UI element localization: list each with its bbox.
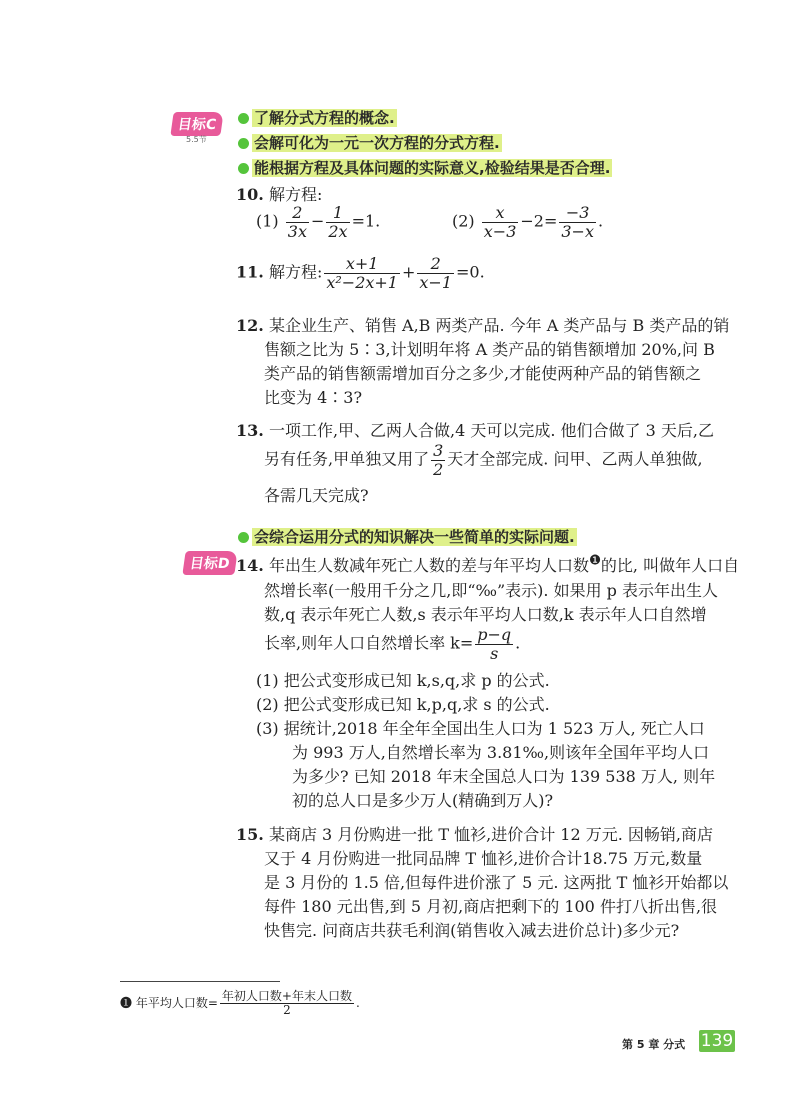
problem-15-line-1: 15. 某商店 3 月份购进一批 T 恤衫,进价合计 12 万元. 因畅销,商店 (236, 825, 714, 844)
problem-12-line-3: 类产品的销售额需增加百分之多少,才能使两种产品的销售额之 (264, 364, 702, 383)
goal-c-badge: 目标C (170, 112, 224, 136)
problem-11: 11. 解方程: $\frac{x+1}{\text{x²−2x+1}}$ + $\frac{2}{x-1}$ =0. (236, 254, 485, 292)
problem-10-sub-1: (1) $\frac{2}{3x}$ − $\frac{1}{2x}$ =1. (256, 203, 381, 241)
footnote-rule (120, 981, 280, 982)
problem-14-line-3: 数,q 表示年死亡人数,s 表示年平均人口数,k 表示年人口自然增 (264, 605, 707, 624)
problem-14-line-1: 14. 年出生人数减年死亡人数的差与年平均人口数$^❶$的比, 叫做年人口自 (236, 553, 740, 575)
problem-14-sub-3-line-3: 为多少? 已知 2018 年末全国总人口为 139 538 万人, 则年 (292, 767, 716, 786)
goal-d-badge: 目标D (182, 551, 237, 575)
problem-10: 10. 解方程: (236, 185, 323, 204)
problem-15-line-3: 是 3 月份的 1.5 倍,但每件进价涨了 5 元. 这两批 T 恤衫开始都以 (264, 873, 729, 892)
problem-10-sub-2: (2) $\frac{x}{x-3}$ −2= $\frac{-3}{3-x}$ . (452, 203, 604, 241)
problem-13-line-1: 13. 一项工作,甲、乙两人合做,4 天可以完成. 他们合做了 3 天后,乙 (236, 421, 714, 440)
problem-14-sub-3-line-2: 为 993 万人,自然增长率为 3.81‰,则该年全国年平均人口 (292, 743, 710, 762)
page-number: 139 (700, 1031, 734, 1051)
problem-13-line-3: 各需几天完成? (264, 486, 369, 505)
problem-12-line-4: 比变为 4∶3? (264, 388, 363, 407)
goal-c-item-2: 会解可化为一元一次方程的分式方程. (238, 132, 502, 153)
problem-14-sub-3-line-4: 初的总人口是多少万人(精确到万人)? (292, 791, 554, 810)
problem-14-sub-1: (1) 把公式变形成已知 k,s,q,求 p 的公式. (256, 671, 550, 690)
problem-13-line-2: 另有任务,甲单独又用了 $\frac{3}{2}$ 天才全部完成. 问甲、乙两人单独做, (264, 441, 703, 479)
problem-14-line-4: 长率,则年人口自然增长率 k= $\frac{p-q}{s}$ . (264, 625, 521, 663)
bullet-icon (238, 532, 249, 543)
bullet-icon (238, 138, 249, 149)
goal-d-item-1: 会综合运用分式的知识解决一些简单的实际问题. (238, 526, 577, 547)
problem-15-line-2: 又于 4 月份购进一批同品牌 T 恤衫,进价合计18.75 万元,数量 (264, 849, 703, 868)
footnote-marker: ❶ (588, 553, 601, 569)
footnote: ❶ 年平均人口数= $\frac{\text{年初人口数+年末人口数}}{2}$ . (120, 989, 360, 1018)
chapter-label: 第 5 章 分式 (622, 1038, 686, 1051)
bullet-icon (238, 163, 249, 174)
goal-c-section: 5.5节 (186, 135, 207, 144)
problem-14-sub-3-line-1: (3) 据统计,2018 年全年全国出生人口为 1 523 万人, 死亡人口 (256, 719, 705, 738)
goal-c-item-3: 能根据方程及具体问题的实际意义,检验结果是否合理. (238, 157, 612, 178)
goal-c-item-1: 了解分式方程的概念. (238, 107, 397, 128)
bullet-icon (238, 113, 249, 124)
problem-14-sub-2: (2) 把公式变形成已知 k,p,q,求 s 的公式. (256, 695, 550, 714)
problem-15-line-5: 快售完. 问商店共获毛利润(销售收入减去进价总计)多少元? (264, 921, 680, 940)
problem-12-line-1: 12. 某企业生产、销售 A,B 两类产品. 今年 A 类产品与 B 类产品的销 (236, 316, 730, 335)
problem-15-line-4: 每件 180 元出售,到 5 月初,商店把剩下的 100 件打八折出售,很 (264, 897, 718, 916)
problem-12-line-2: 售额之比为 5∶3,计划明年将 A 类产品的销售额增加 20%,问 B (264, 340, 715, 359)
problem-14-line-2: 然增长率(一般用千分之几,即“‰”表示). 如果用 p 表示年出生人 (264, 581, 718, 600)
